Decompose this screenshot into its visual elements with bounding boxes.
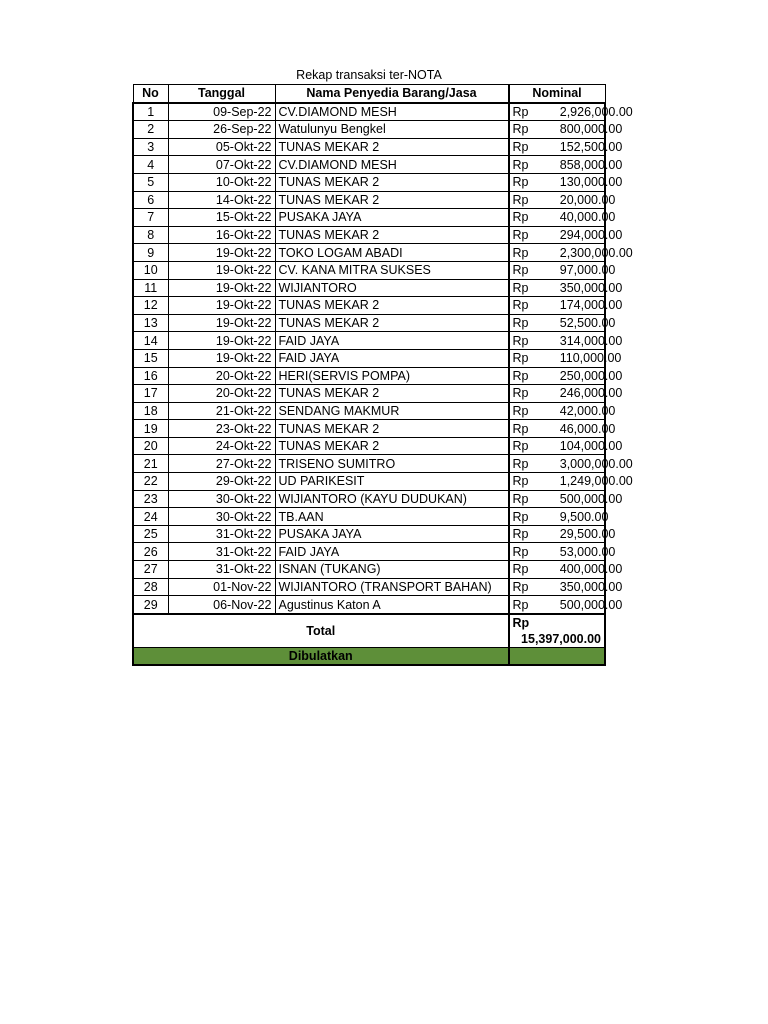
row-no: 14 xyxy=(133,332,168,350)
row-nominal: 104,000.00 xyxy=(557,437,605,455)
row-nominal: 500,000.00 xyxy=(557,490,605,508)
row-currency: Rp xyxy=(509,209,557,227)
row-nominal: 29,500.00 xyxy=(557,525,605,543)
row-currency: Rp xyxy=(509,561,557,579)
row-currency: Rp xyxy=(509,402,557,420)
row-nominal: 174,000.00 xyxy=(557,297,605,315)
row-no: 2 xyxy=(133,121,168,139)
table-row xyxy=(133,402,605,420)
row-nama: CV.DIAMOND MESH xyxy=(275,103,509,121)
row-nominal: 250,000.00 xyxy=(557,367,605,385)
row-tanggal: 29-Okt-22 xyxy=(168,473,275,491)
row-no: 8 xyxy=(133,226,168,244)
table-row xyxy=(133,332,605,350)
row-tanggal: 19-Okt-22 xyxy=(168,332,275,350)
row-nominal: 400,000.00 xyxy=(557,561,605,579)
row-tanggal: 31-Okt-22 xyxy=(168,525,275,543)
row-tanggal: 19-Okt-22 xyxy=(168,297,275,315)
row-nama: FAID JAYA xyxy=(275,349,509,367)
dibulatkan-value xyxy=(509,647,606,665)
row-no: 28 xyxy=(133,578,168,596)
row-no: 26 xyxy=(133,543,168,561)
table-row xyxy=(133,261,605,279)
row-nominal: 350,000.00 xyxy=(557,279,605,297)
row-nominal: 350,000.00 xyxy=(557,578,605,596)
header-nominal: Nominal xyxy=(509,85,606,103)
header-no: No xyxy=(133,85,168,103)
row-no: 7 xyxy=(133,209,168,227)
row-tanggal: 15-Okt-22 xyxy=(168,209,275,227)
row-tanggal: 14-Okt-22 xyxy=(168,191,275,209)
row-currency: Rp xyxy=(509,138,557,156)
row-no: 11 xyxy=(133,279,168,297)
row-tanggal: 24-Okt-22 xyxy=(168,437,275,455)
row-no: 13 xyxy=(133,314,168,332)
table-row xyxy=(133,508,605,526)
row-no: 19 xyxy=(133,420,168,438)
row-nominal: 42,000.00 xyxy=(557,402,605,420)
row-nama: FAID JAYA xyxy=(275,332,509,350)
total-value-cell xyxy=(509,614,606,648)
row-currency: Rp xyxy=(509,244,557,262)
row-nominal: 3,000,000.00 xyxy=(557,455,605,473)
table-header-row xyxy=(133,85,605,103)
total-row xyxy=(133,614,605,648)
table-body xyxy=(133,103,633,614)
table-row xyxy=(133,156,605,174)
row-nama: CV.DIAMOND MESH xyxy=(275,156,509,174)
row-currency: Rp xyxy=(509,455,557,473)
row-no: 12 xyxy=(133,297,168,315)
row-nominal: 2,926,000.00 xyxy=(557,103,605,121)
row-nominal: 858,000.00 xyxy=(557,156,605,174)
row-nominal: 1,249,000.00 xyxy=(557,473,605,491)
row-nominal: 110,000.00 xyxy=(557,349,605,367)
row-no: 4 xyxy=(133,156,168,174)
row-nama: TUNAS MEKAR 2 xyxy=(275,191,509,209)
row-no: 27 xyxy=(133,561,168,579)
row-no: 6 xyxy=(133,191,168,209)
row-nominal: 314,000.00 xyxy=(557,332,605,350)
row-nama: TUNAS MEKAR 2 xyxy=(275,226,509,244)
header-tanggal: Tanggal xyxy=(168,85,275,103)
row-nama: PUSAKA JAYA xyxy=(275,209,509,227)
row-tanggal: 16-Okt-22 xyxy=(168,226,275,244)
row-tanggal: 07-Okt-22 xyxy=(168,156,275,174)
row-nominal: 152,500.00 xyxy=(557,138,605,156)
row-currency: Rp xyxy=(509,173,557,191)
table-row xyxy=(133,297,605,315)
row-nama: UD PARIKESIT xyxy=(275,473,509,491)
row-currency: Rp xyxy=(509,261,557,279)
row-nominal: 97,000.00 xyxy=(557,261,605,279)
row-tanggal: 05-Okt-22 xyxy=(168,138,275,156)
row-nominal: 52,500.00 xyxy=(557,314,605,332)
table-row xyxy=(133,138,605,156)
row-no: 15 xyxy=(133,349,168,367)
table-row xyxy=(133,226,605,244)
row-nominal: 246,000.00 xyxy=(557,385,605,403)
row-nama: TUNAS MEKAR 2 xyxy=(275,437,509,455)
row-currency: Rp xyxy=(509,332,557,350)
table-row xyxy=(133,455,605,473)
header-nama: Nama Penyedia Barang/Jasa xyxy=(275,85,509,103)
row-currency: Rp xyxy=(509,297,557,315)
row-tanggal: 19-Okt-22 xyxy=(168,349,275,367)
row-nominal: 53,000.00 xyxy=(557,543,605,561)
row-no: 25 xyxy=(133,525,168,543)
row-nominal: 2,300,000.00 xyxy=(557,244,605,262)
total-currency: Rp xyxy=(512,615,530,630)
row-currency: Rp xyxy=(509,226,557,244)
row-nama: Watulunyu Bengkel xyxy=(275,121,509,139)
row-tanggal: 01-Nov-22 xyxy=(168,578,275,596)
row-nama: SENDANG MAKMUR xyxy=(275,402,509,420)
row-tanggal: 30-Okt-22 xyxy=(168,490,275,508)
row-nominal: 46,000.00 xyxy=(557,420,605,438)
document-title: Rekap transaksi ter-NOTA xyxy=(296,68,442,82)
row-no: 1 xyxy=(133,103,168,121)
row-currency: Rp xyxy=(509,156,557,174)
row-currency: Rp xyxy=(509,191,557,209)
row-nama: TUNAS MEKAR 2 xyxy=(275,385,509,403)
row-nama: WIJIANTORO (KAYU DUDUKAN) xyxy=(275,490,509,508)
table-row xyxy=(133,173,605,191)
row-nominal: 500,000.00 xyxy=(557,596,605,614)
row-nominal: 294,000.00 xyxy=(557,226,605,244)
row-nominal: 9,500.00 xyxy=(557,508,605,526)
row-tanggal: 20-Okt-22 xyxy=(168,385,275,403)
dibulatkan-row xyxy=(133,647,605,665)
table-row xyxy=(133,596,605,614)
row-nama: FAID JAYA xyxy=(275,543,509,561)
row-currency: Rp xyxy=(509,385,557,403)
row-nominal: 20,000.00 xyxy=(557,191,605,209)
row-nominal: 130,000.00 xyxy=(557,173,605,191)
row-no: 22 xyxy=(133,473,168,491)
row-nama: PUSAKA JAYA xyxy=(275,525,509,543)
table-row xyxy=(133,473,605,491)
table-row xyxy=(133,561,605,579)
row-currency: Rp xyxy=(509,349,557,367)
row-nama: WIJIANTORO xyxy=(275,279,509,297)
row-nominal: 800,000.00 xyxy=(557,121,605,139)
row-nama: TUNAS MEKAR 2 xyxy=(275,173,509,191)
row-currency: Rp xyxy=(509,314,557,332)
row-nama: HERI(SERVIS POMPA) xyxy=(275,367,509,385)
transaction-table xyxy=(132,84,633,666)
table-row xyxy=(133,314,605,332)
row-nama: TRISENO SUMITRO xyxy=(275,455,509,473)
table-row xyxy=(133,349,605,367)
row-currency: Rp xyxy=(509,121,557,139)
table-row xyxy=(133,244,605,262)
row-currency: Rp xyxy=(509,543,557,561)
row-currency: Rp xyxy=(509,367,557,385)
row-currency: Rp xyxy=(509,596,557,614)
table-row xyxy=(133,490,605,508)
row-no: 3 xyxy=(133,138,168,156)
row-nama: TB.AAN xyxy=(275,508,509,526)
row-currency: Rp xyxy=(509,578,557,596)
row-nama: TUNAS MEKAR 2 xyxy=(275,297,509,315)
row-nominal: 40,000.00 xyxy=(557,209,605,227)
row-tanggal: 27-Okt-22 xyxy=(168,455,275,473)
row-nama: TUNAS MEKAR 2 xyxy=(275,420,509,438)
total-value: 15,397,000.00 xyxy=(521,631,601,646)
row-tanggal: 23-Okt-22 xyxy=(168,420,275,438)
row-currency: Rp xyxy=(509,103,557,121)
row-tanggal: 19-Okt-22 xyxy=(168,314,275,332)
row-tanggal: 10-Okt-22 xyxy=(168,173,275,191)
row-no: 5 xyxy=(133,173,168,191)
row-tanggal: 31-Okt-22 xyxy=(168,543,275,561)
table-row xyxy=(133,420,605,438)
row-nama: WIJIANTORO (TRANSPORT BAHAN) xyxy=(275,578,509,596)
row-no: 21 xyxy=(133,455,168,473)
row-nama: ISNAN (TUKANG) xyxy=(275,561,509,579)
table-row xyxy=(133,437,605,455)
table-row xyxy=(133,525,605,543)
row-no: 23 xyxy=(133,490,168,508)
row-tanggal: 21-Okt-22 xyxy=(168,402,275,420)
row-tanggal: 30-Okt-22 xyxy=(168,508,275,526)
row-tanggal: 19-Okt-22 xyxy=(168,261,275,279)
row-no: 16 xyxy=(133,367,168,385)
row-no: 9 xyxy=(133,244,168,262)
row-tanggal: 09-Sep-22 xyxy=(168,103,275,121)
row-nama: CV. KANA MITRA SUKSES xyxy=(275,261,509,279)
row-tanggal: 06-Nov-22 xyxy=(168,596,275,614)
row-nama: TUNAS MEKAR 2 xyxy=(275,314,509,332)
table-row xyxy=(133,209,605,227)
row-no: 17 xyxy=(133,385,168,403)
row-currency: Rp xyxy=(509,279,557,297)
row-no: 10 xyxy=(133,261,168,279)
table-row xyxy=(133,103,605,121)
row-nama: Agustinus Katon A xyxy=(275,596,509,614)
row-no: 24 xyxy=(133,508,168,526)
table-row xyxy=(133,367,605,385)
table-row xyxy=(133,385,605,403)
row-currency: Rp xyxy=(509,420,557,438)
row-no: 18 xyxy=(133,402,168,420)
row-no: 29 xyxy=(133,596,168,614)
row-tanggal: 20-Okt-22 xyxy=(168,367,275,385)
row-currency: Rp xyxy=(509,525,557,543)
row-currency: Rp xyxy=(509,490,557,508)
table-row xyxy=(133,191,605,209)
dibulatkan-label: Dibulatkan xyxy=(133,647,509,665)
row-tanggal: 19-Okt-22 xyxy=(168,244,275,262)
row-no: 20 xyxy=(133,437,168,455)
row-currency: Rp xyxy=(509,437,557,455)
row-tanggal: 31-Okt-22 xyxy=(168,561,275,579)
total-label: Total xyxy=(133,614,509,648)
row-tanggal: 26-Sep-22 xyxy=(168,121,275,139)
table-row xyxy=(133,543,605,561)
row-nama: TUNAS MEKAR 2 xyxy=(275,138,509,156)
table-row xyxy=(133,121,605,139)
table-row xyxy=(133,578,605,596)
row-currency: Rp xyxy=(509,508,557,526)
row-currency: Rp xyxy=(509,473,557,491)
table-row xyxy=(133,279,605,297)
row-nama: TOKO LOGAM ABADI xyxy=(275,244,509,262)
row-tanggal: 19-Okt-22 xyxy=(168,279,275,297)
